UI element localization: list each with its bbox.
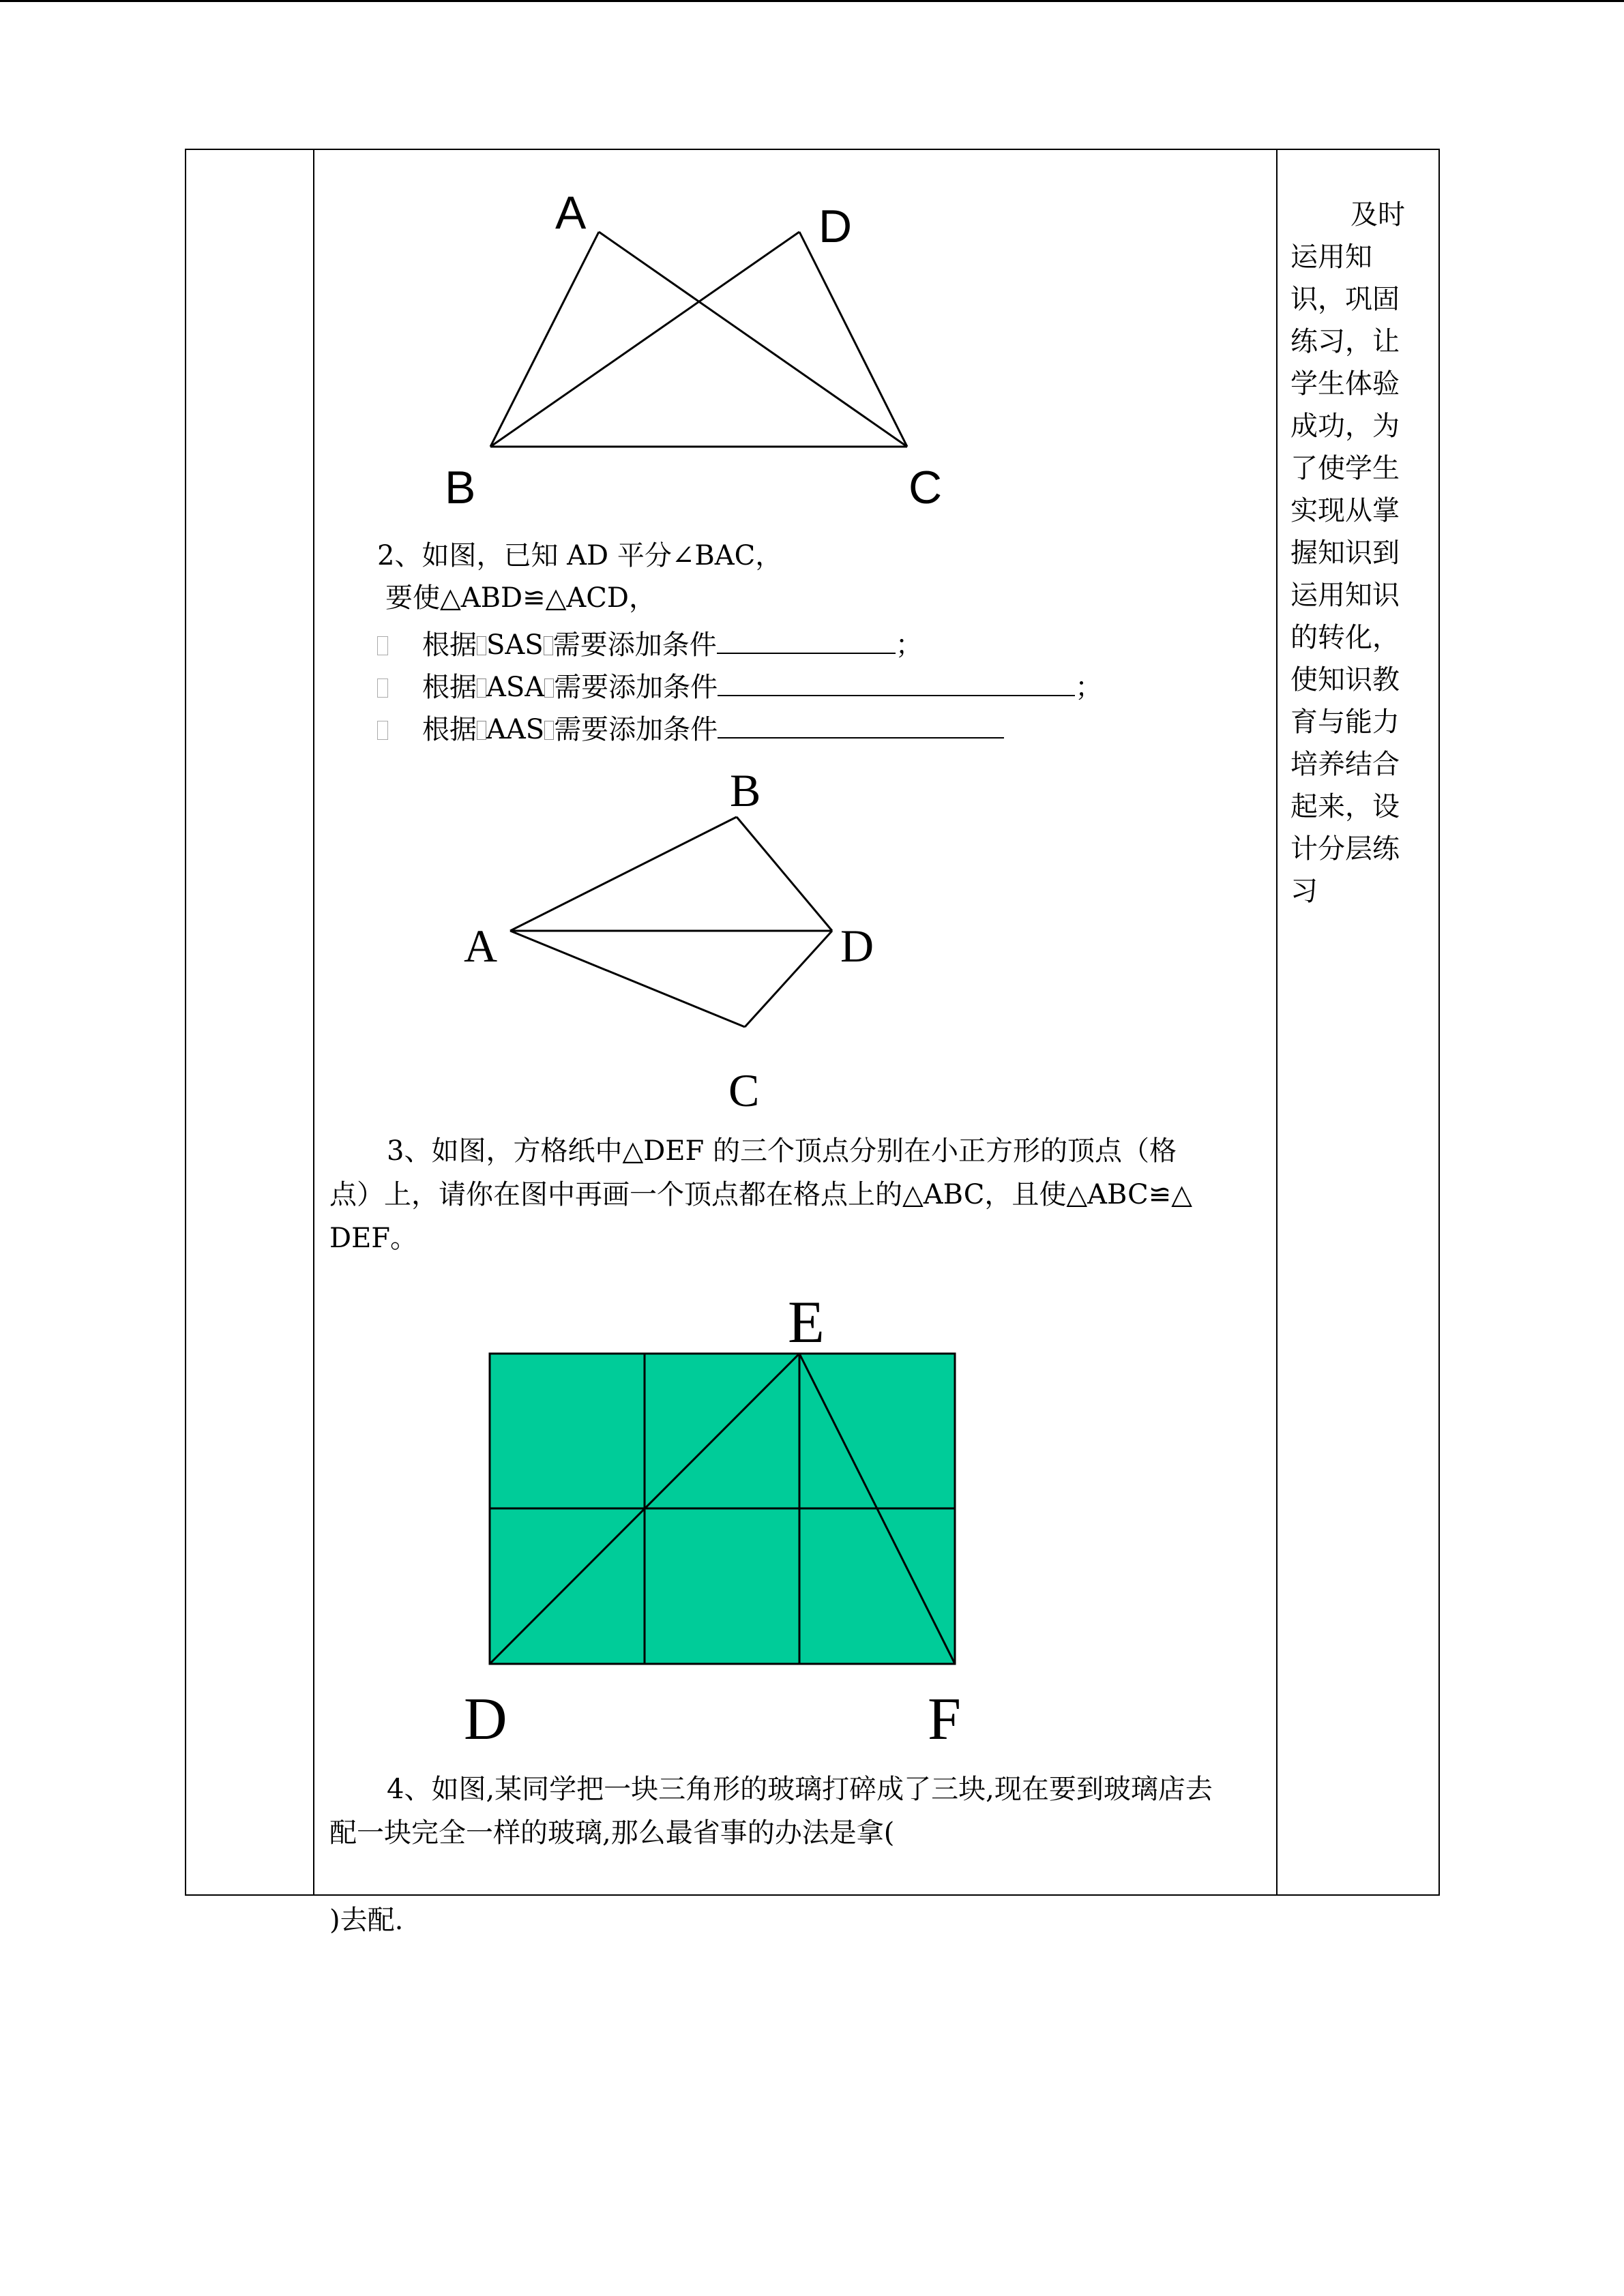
fig1-segment-dc bbox=[799, 232, 907, 447]
problem2-aas-item: 根据 AAS 需要添加条件 bbox=[377, 711, 1004, 743]
figure-1 bbox=[423, 184, 943, 518]
fig1-label-a: A bbox=[555, 187, 587, 239]
problem4-line1: 4、如图,某同学把一块三角形的玻璃打碎成了三块,现在要到玻璃店去 bbox=[387, 1774, 1213, 1805]
asa-answer-blank[interactable] bbox=[718, 669, 1075, 696]
problem4-line2: 配一块完全一样的玻璃,那么最省事的办法是拿( )去配. bbox=[329, 1817, 895, 1936]
fig1-label-c: C bbox=[909, 462, 943, 513]
problem2-asa-item: 根据 ASA 需要添加条件 ； bbox=[377, 669, 1102, 701]
fig2-label-b: B bbox=[730, 764, 761, 816]
problem2-line2: 要使△ABD≌△ACD， bbox=[385, 582, 656, 614]
bullet-icon bbox=[377, 636, 388, 655]
column-divider-left bbox=[313, 149, 314, 1896]
fig2-segment-dc bbox=[745, 931, 832, 1027]
column-divider-right bbox=[1276, 149, 1278, 1896]
fig1-label-b: B bbox=[445, 462, 476, 513]
box-glyph-icon bbox=[544, 721, 554, 740]
figure-2 bbox=[450, 764, 900, 1125]
fig3-label-e: E bbox=[788, 1289, 825, 1356]
problem2-sas-item: 根据 SAS 需要添加条件 ； bbox=[377, 627, 923, 659]
page-top-border bbox=[0, 0, 1624, 2]
bullet-icon bbox=[377, 679, 388, 698]
problem3-line1: 3、如图，方格纸中△DEF 的三个顶点分别在小正方形的顶点（格 bbox=[387, 1135, 1177, 1167]
fig2-segment-bd bbox=[737, 817, 832, 931]
problem2-line1: 2、如图，已知 AD 平分∠BAC， bbox=[377, 540, 783, 571]
box-glyph-icon bbox=[477, 679, 486, 698]
box-glyph-icon bbox=[477, 636, 486, 655]
fig1-segment-ab bbox=[490, 232, 599, 447]
problem3-line2: 点）上，请你在图中再画一个顶点都在格点上的△ABC，且使△ABC≌△ bbox=[329, 1179, 1193, 1210]
fig2-segment-ac bbox=[510, 931, 745, 1027]
sas-answer-blank[interactable] bbox=[717, 627, 896, 654]
problem3-text bbox=[329, 1129, 1264, 1260]
fig2-label-d: D bbox=[840, 920, 874, 972]
box-glyph-icon bbox=[477, 721, 486, 740]
box-glyph-icon bbox=[544, 636, 553, 655]
bullet-icon bbox=[377, 721, 388, 740]
figure-3 bbox=[450, 1275, 982, 1759]
aas-answer-blank[interactable] bbox=[718, 711, 1004, 739]
fig3-label-d: D bbox=[464, 1686, 507, 1753]
fig2-label-a: A bbox=[464, 920, 498, 972]
problem3-line3: DEF。 bbox=[329, 1223, 418, 1254]
fig3-label-f: F bbox=[928, 1686, 961, 1753]
problem4-text bbox=[329, 1768, 1264, 1942]
fig1-label-d: D bbox=[818, 200, 853, 252]
side-note: 及时运用知识，巩固练习，让学生体验成功，为了使学生实现从掌握知识到运用知识的转化，使知识教育与能力培养结合起来，设计分层练习 bbox=[1290, 199, 1405, 907]
fig2-segment-ab bbox=[510, 817, 737, 931]
fig2-label-c: C bbox=[728, 1064, 760, 1116]
box-glyph-icon bbox=[544, 679, 554, 698]
